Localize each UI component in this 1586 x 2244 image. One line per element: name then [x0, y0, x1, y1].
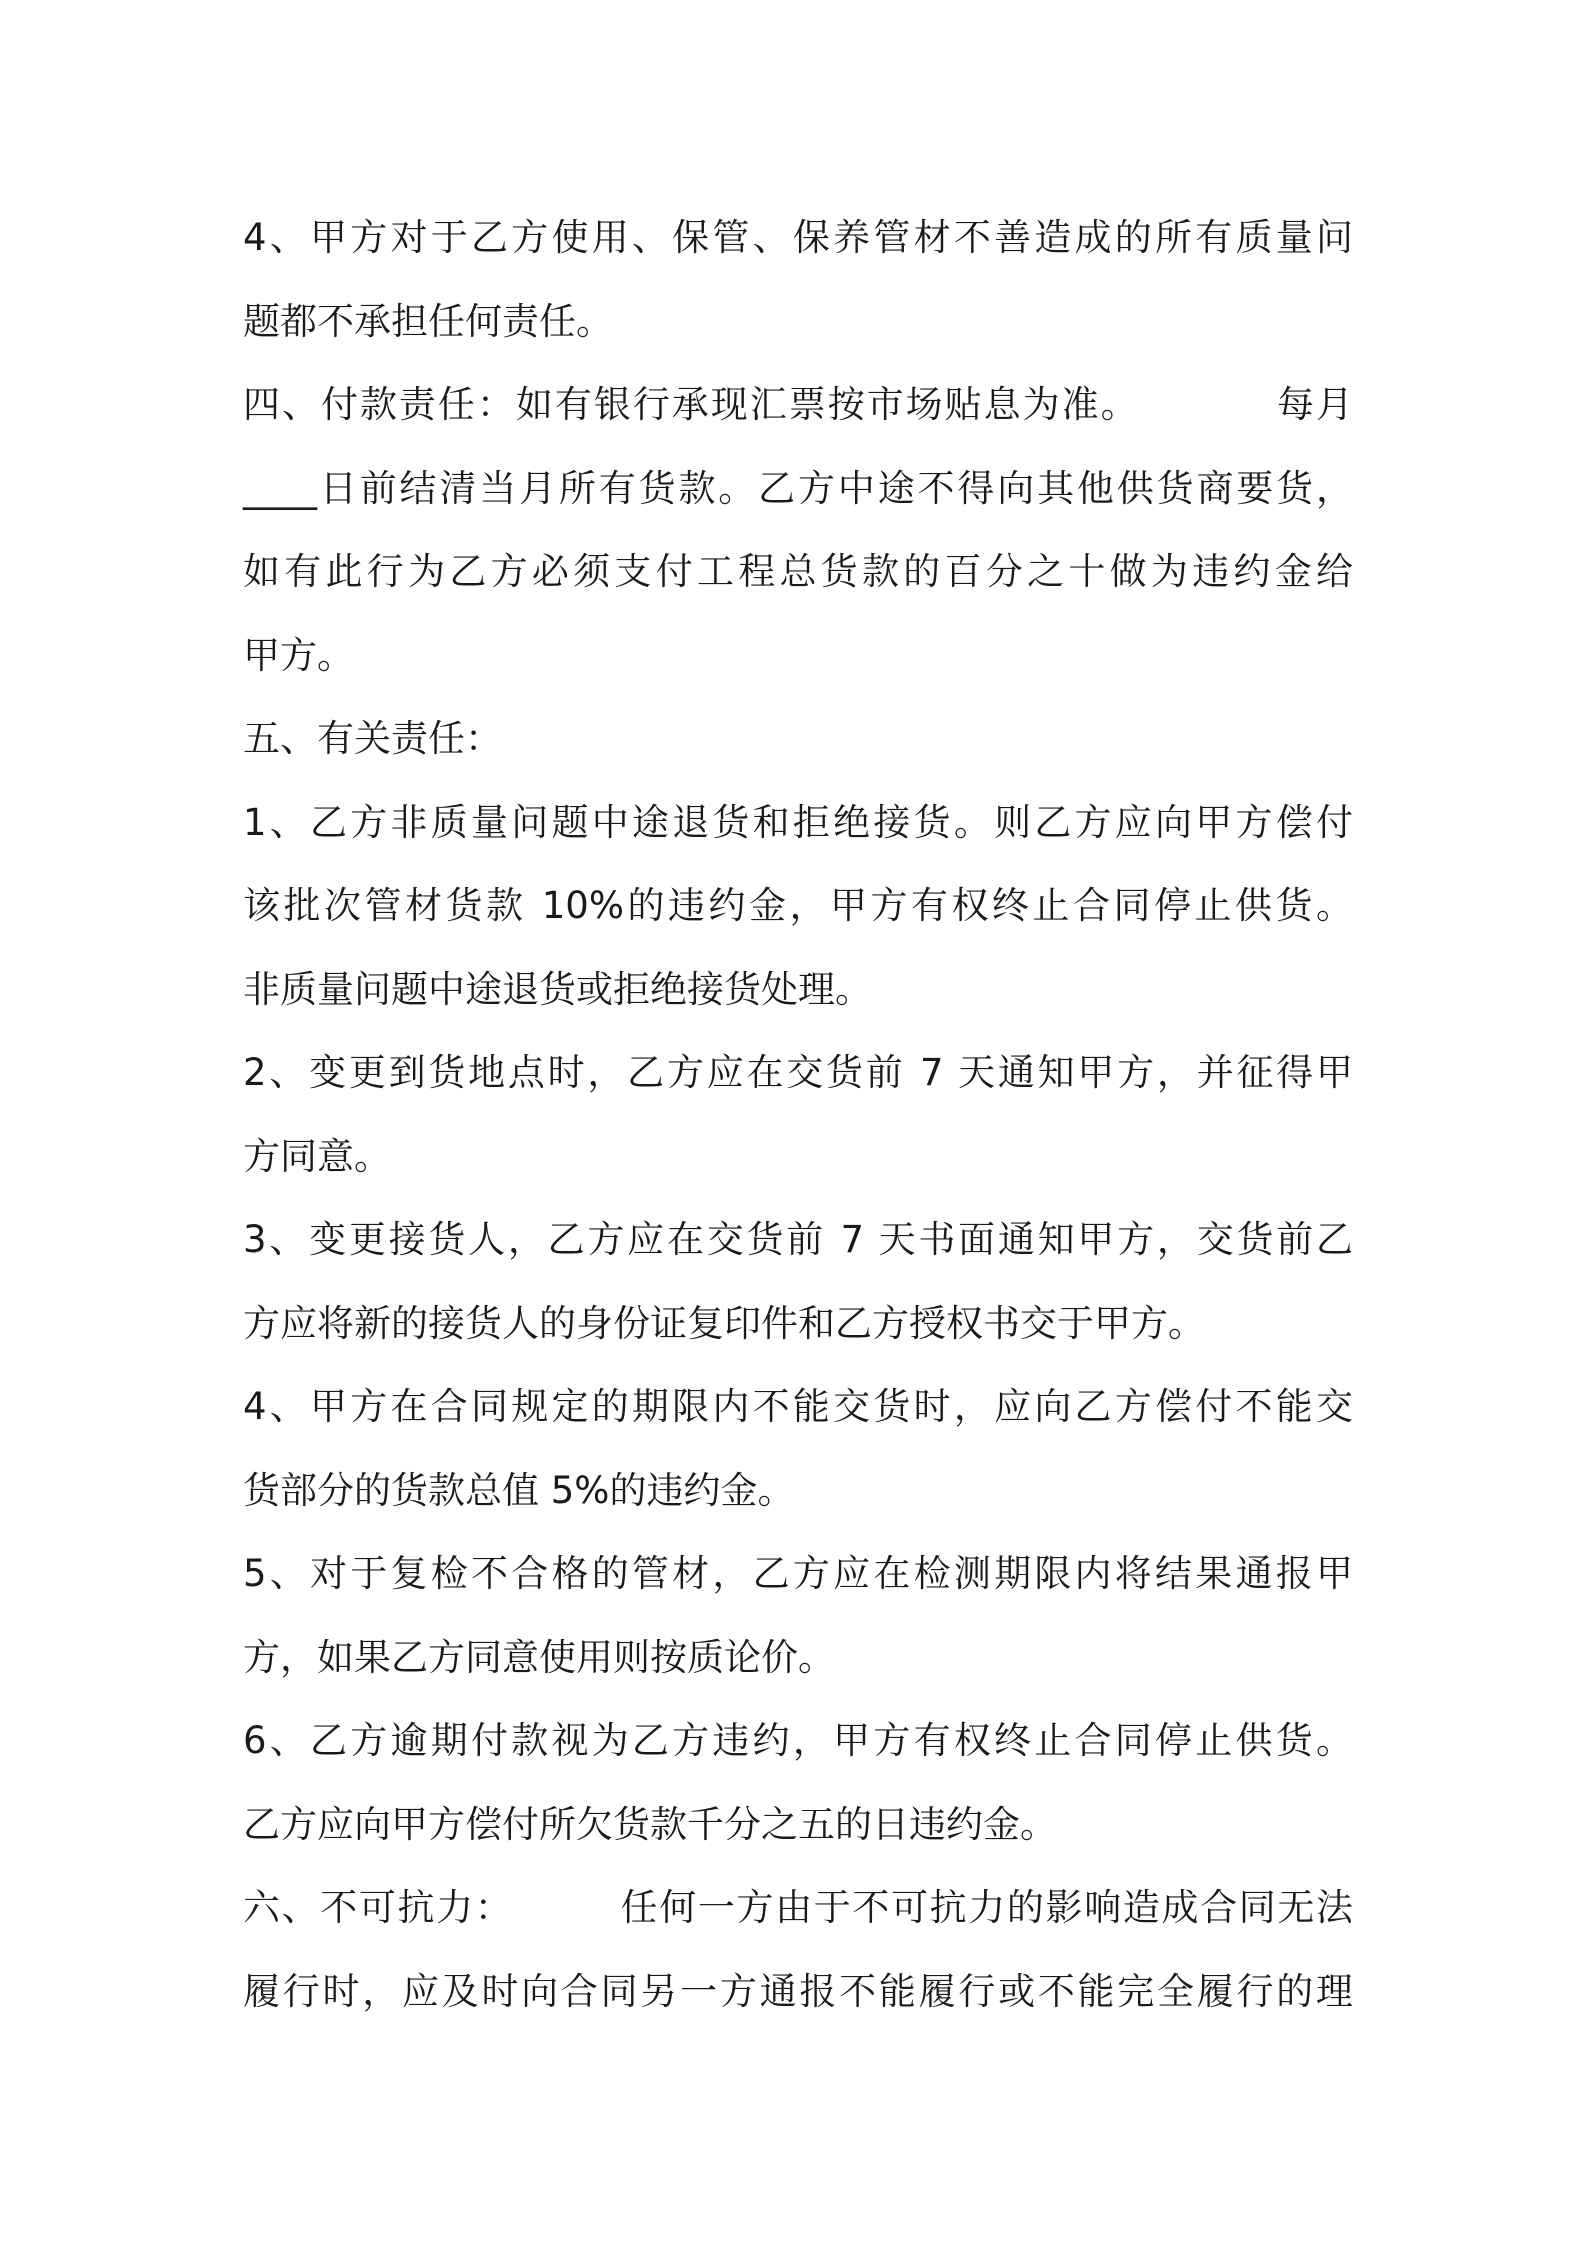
text-line: 四、付款责任：如有银行承现汇票按市场贴息为准。 每月: [243, 383, 1353, 426]
section-heading: 五、有关责任：: [243, 717, 502, 760]
text-line: 6、乙方逾期付款视为乙方违约，甲方有权终止合同停止供货。: [243, 1719, 1353, 1762]
text-line: 履行时，应及时向合同另一方通报不能履行或不能完全履行的理: [243, 1969, 1353, 2013]
text-line: 该批次管材货款 10%的违约金，甲方有权终止合同停止供货。: [243, 884, 1353, 927]
text-line: 方，如果乙方同意使用则按质论价。: [243, 1635, 835, 1679]
text-line: 方同意。: [243, 1134, 391, 1178]
text-line: 4、甲方在合同规定的期限内不能交货时，应向乙方偿付不能交: [243, 1385, 1353, 1428]
text-line: 甲方。: [243, 633, 354, 677]
text-line: 方应将新的接货人的身份证复印件和乙方授权书交于甲方。: [243, 1301, 1205, 1345]
text-line: 货部分的货款总值 5%的违约金。: [243, 1468, 795, 1512]
text-line: ____日前结清当月所有货款。乙方中途不得向其他供货商要货，: [243, 466, 1353, 510]
text-line: 乙方应向甲方偿付所欠货款千分之五的日违约金。: [243, 1802, 1057, 1846]
text-line: 题都不承担任何责任。: [243, 299, 613, 343]
document-body: [243, 196, 1353, 2033]
text-line: 3、变更接货人，乙方应在交货前 7 天书面通知甲方，交货前乙: [243, 1218, 1353, 1261]
text-line: 2、变更到货地点时，乙方应在交货前 7 天通知甲方，并征得甲: [243, 1051, 1353, 1094]
text-line: 4、甲方对于乙方使用、保管、保养管材不善造成的所有质量问: [243, 216, 1353, 259]
text-line: 1、乙方非质量问题中途退货和拒绝接货。则乙方应向甲方偿付: [243, 800, 1353, 844]
text-line: 非质量问题中途退货或拒绝接货处理。: [243, 967, 872, 1011]
text-line: 如有此行为乙方必须支付工程总货款的百分之十做为违约金给: [243, 550, 1353, 593]
text-line: 5、对于复检不合格的管材，乙方应在检测期限内将结果通报甲: [243, 1552, 1353, 1595]
text-line: 六、不可抗力： 任何一方由于不可抗力的影响造成合同无法: [243, 1886, 1353, 1929]
